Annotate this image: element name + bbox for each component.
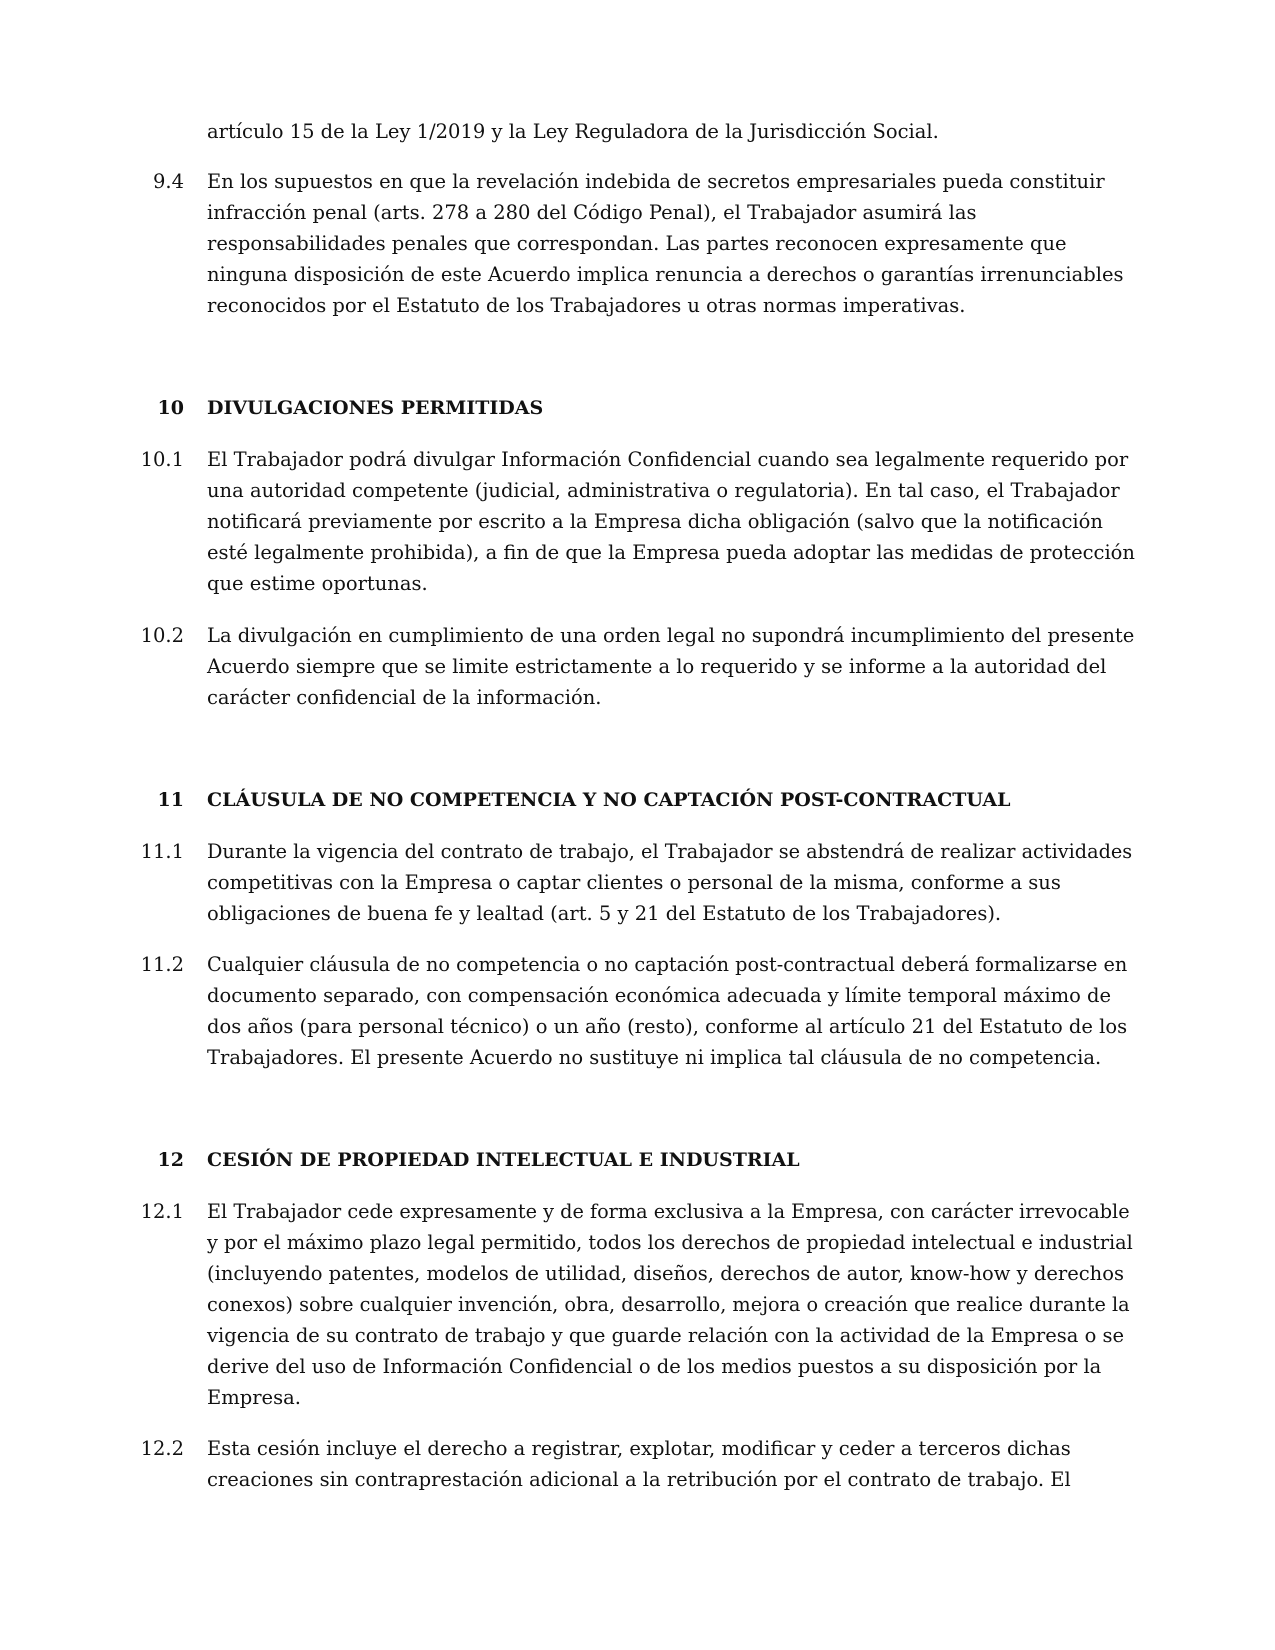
text-line: Empresa. [207, 1386, 301, 1409]
clause-number: 12.1 [140, 1200, 184, 1223]
text-line: CESIÓN DE PROPIEDAD INTELECTUAL E INDUSTRIAL [207, 1149, 800, 1171]
text-line: Durante la vigencia del contrato de trabajo, el Trabajador se abstendrá de realizar actividades [207, 840, 1133, 863]
text-line: vigencia de su contrato de trabajo y que guarde relación con la actividad de la Empresa o se [207, 1324, 1125, 1347]
clause-text [207, 1433, 1135, 1495]
text-line: artículo 15 de la Ley 1/2019 y la Ley Reguladora de la Jurisdicción Social. [207, 120, 939, 143]
section-title [207, 785, 1135, 816]
text-line: y por el máximo plazo legal permitido, todos los derechos de propiedad intelectual e industrial [207, 1231, 1133, 1254]
text-line: una autoridad competente (judicial, administrativa o regulatoria). En tal caso, el Trabajador [207, 479, 1120, 502]
clause-number: 11.1 [140, 840, 184, 863]
text-line: reconocidos por el Estatuto de los Trabajadores u otras normas imperativas. [207, 294, 966, 317]
clause-number: 9.4 [152, 170, 184, 193]
clause-text [207, 949, 1135, 1073]
section-number: 10 [157, 397, 184, 419]
continuation-text [207, 116, 1135, 147]
text-line: que estime oportunas. [207, 572, 428, 595]
clause-number: 12.2 [140, 1437, 184, 1460]
text-line: responsabilidades penales que correspondan. Las partes reconocen expresamente que [207, 232, 1067, 255]
text-line: infracción penal (arts. 278 a 280 del Código Penal), el Trabajador asumirá las [207, 201, 977, 224]
clause-text [207, 620, 1135, 713]
text-line: (incluyendo patentes, modelos de utilidad, diseños, derechos de autor, know-how y derechos [207, 1262, 1124, 1285]
text-line: obligaciones de buena fe y lealtad (art. 5 y 21 del Estatuto de los Trabajadores). [207, 902, 1002, 925]
text-line: DIVULGACIONES PERMITIDAS [207, 397, 544, 419]
text-line: El Trabajador podrá divulgar Información Confidencial cuando sea legalmente requerido por [207, 448, 1129, 471]
text-line: Cualquier cláusula de no competencia o no captación post-contractual deberá formalizarse en [207, 953, 1128, 976]
text-line: CLÁUSULA DE NO COMPETENCIA Y NO CAPTACIÓN POST-CONTRACTUAL [207, 789, 1011, 811]
clause-text [207, 166, 1135, 321]
section-title [207, 1145, 1135, 1176]
text-line: notificará previamente por escrito a la Empresa dicha obligación (salvo que la notificación [207, 510, 1103, 533]
section-number: 12 [157, 1149, 184, 1171]
section-number: 11 [157, 789, 184, 811]
text-line: documento separado, con compensación económica adecuada y límite temporal máximo de [207, 984, 1112, 1007]
clause-number: 10.2 [140, 624, 184, 647]
text-line: Acuerdo siempre que se limite estrictamente a lo requerido y se informe a la autoridad del [207, 655, 1107, 678]
text-line: creaciones sin contraprestación adicional a la retribución por el contrato de trabajo. El [207, 1468, 1071, 1491]
clause-text [207, 444, 1135, 599]
text-line: carácter confidencial de la información. [207, 686, 602, 709]
text-line: derive del uso de Información Confidencial o de los medios puestos a su disposición por la [207, 1355, 1102, 1378]
text-line: La divulgación en cumplimiento de una orden legal no supondrá incumplimiento del presente [207, 624, 1135, 647]
text-line: ninguna disposición de este Acuerdo implica renuncia a derechos o garantías irrenunciables [207, 263, 1124, 286]
text-line: El Trabajador cede expresamente y de forma exclusiva a la Empresa, con carácter irrevocable [207, 1200, 1130, 1223]
clause-number: 11.2 [140, 953, 184, 976]
clause-text [207, 1196, 1135, 1413]
text-line: dos años (para personal técnico) o un año (resto), conforme al artículo 21 del Estatuto de los [207, 1015, 1128, 1038]
text-line: conexos) sobre cualquier invención, obra, desarrollo, mejora o creación que realice durante la [207, 1293, 1130, 1316]
text-line: Esta cesión incluye el derecho a registrar, explotar, modificar y ceder a terceros dichas [207, 1437, 1071, 1460]
text-line: esté legalmente prohibida), a fin de que la Empresa pueda adoptar las medidas de protección [207, 541, 1135, 564]
section-title [207, 393, 1135, 424]
text-line: competitivas con la Empresa o captar clientes o personal de la misma, conforme a sus [207, 871, 1061, 894]
text-line: En los supuestos en que la revelación indebida de secretos empresariales pueda constituir [207, 170, 1105, 193]
clause-number: 10.1 [140, 448, 184, 471]
text-line: Trabajadores. El presente Acuerdo no sustituye ni implica tal cláusula de no competencia. [207, 1046, 1102, 1069]
clause-text [207, 836, 1135, 929]
